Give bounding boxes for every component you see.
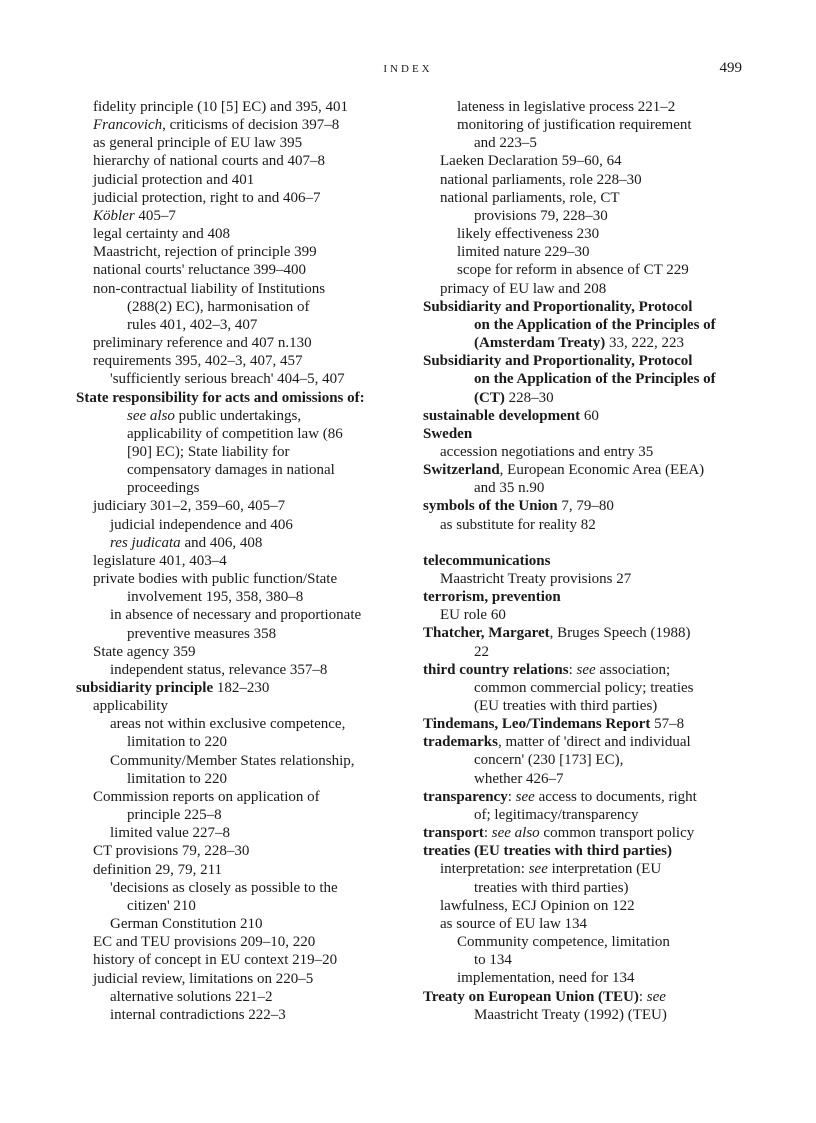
index-line: preliminary reference and 407 n.130	[93, 335, 312, 352]
index-line: national parliaments, role, CT	[440, 189, 620, 206]
index-line: symbols of the Union 7, 79–80	[423, 498, 614, 515]
index-line: likely effectiveness 230	[457, 226, 600, 243]
index-line: on the Application of the Principles of	[474, 316, 716, 333]
index-line: Switzerland, European Economic Area (EEA)	[423, 462, 705, 479]
index-line: limitation to 220	[127, 770, 227, 787]
index-line: Francovich, criticisms of decision 397–8	[93, 117, 340, 134]
index-line: proceedings	[127, 480, 200, 497]
index-line: res judicata and 406, 408	[110, 534, 263, 551]
index-line: Laeken Declaration 59–60, 64	[440, 153, 622, 170]
page-number: 499	[719, 60, 742, 76]
index-line: monitoring of justification requirement	[457, 117, 692, 134]
index-line: State agency 359	[93, 643, 196, 660]
index-line: judicial protection and 401	[93, 171, 255, 188]
index-line: primacy of EU law and 208	[440, 280, 607, 297]
section-gap	[423, 534, 753, 552]
index-line: limitation to 220	[127, 734, 227, 751]
index-line: judiciary 301–2, 359–60, 405–7	[93, 498, 286, 515]
index-line: trademarks, matter of 'direct and individual	[423, 734, 691, 751]
index-line: legal certainty and 408	[93, 226, 231, 243]
index-line: judicial protection, right to and 406–7	[93, 189, 321, 206]
index-line: as source of EU law 134	[440, 915, 588, 932]
index-line: judicial independence and 406	[110, 516, 293, 533]
index-line: rules 401, 402–3, 407	[127, 316, 258, 333]
index-line: lawfulness, ECJ Opinion on 122	[440, 897, 635, 914]
index-line: alternative solutions 221–2	[110, 988, 273, 1005]
index-line: and 223–5	[474, 135, 537, 152]
index-line: involvement 195, 358, 380–8	[127, 589, 304, 606]
index-line: as general principle of EU law 395	[93, 135, 303, 152]
index-line: Community/Member States relationship,	[110, 752, 355, 769]
index-line: Subsidiarity and Proportionality, Protocol	[423, 298, 693, 315]
index-line: applicability	[93, 698, 168, 715]
index-line: of; legitimacy/transparency	[474, 806, 639, 823]
index-line: limited nature 229–30	[457, 244, 590, 261]
index-line: Commission reports on application of	[93, 788, 320, 805]
index-line: lateness in legislative process 221–2	[457, 99, 676, 115]
index-line: transport: see also common transport policy	[423, 825, 695, 842]
index-line: concern' (230 [173] EC),	[474, 752, 624, 769]
index-line: interpretation: see interpretation (EU	[440, 861, 662, 878]
index-line: treaties (EU treaties with third parties)	[423, 843, 672, 860]
index-line: national parliaments, role 228–30	[440, 171, 642, 188]
index-line: principle 225–8	[127, 807, 222, 824]
index-line: transparency: see access to documents, right	[423, 788, 697, 805]
index-line: scope for reform in absence of CT 229	[457, 262, 689, 279]
index-line: and 35 n.90	[474, 480, 545, 497]
index-line: legislature 401, 403–4	[93, 552, 227, 569]
index-line: State responsibility for acts and omissions of:	[76, 389, 365, 406]
index-line: 'sufficiently serious breach' 404–5, 407	[110, 371, 345, 388]
index-line: hierarchy of national courts and 407–8	[93, 153, 326, 170]
index-line: Maastricht Treaty (1992) (TEU)	[474, 1006, 667, 1023]
index-line: Maastricht, rejection of principle 399	[93, 244, 317, 261]
index-line: limited value 227–8	[110, 825, 230, 842]
index-line: common commercial policy; treaties	[474, 679, 694, 696]
index-line: EC and TEU provisions 209–10, 220	[93, 934, 316, 951]
index-line: (Amsterdam Treaty) 33, 222, 223	[474, 335, 684, 352]
index-line: definition 29, 79, 211	[93, 861, 223, 878]
index-line: to 134	[474, 952, 512, 969]
index-line: in absence of necessary and proportionate	[110, 607, 362, 624]
index-line: (EU treaties with third parties)	[474, 698, 658, 714]
index-line: whether 426–7	[474, 770, 564, 787]
index-line: on the Application of the Principles of	[474, 371, 716, 388]
index-column-right	[423, 98, 753, 1024]
index-line: see also public undertakings,	[127, 407, 302, 424]
index-line: Maastricht Treaty provisions 27	[440, 570, 632, 587]
index-line: sustainable development 60	[423, 407, 599, 424]
index-line: 22	[474, 643, 489, 660]
index-column-left	[76, 98, 406, 1024]
index-line: terrorism, prevention	[423, 589, 561, 606]
index-line: applicability of competition law (86	[127, 425, 343, 442]
index-line: fidelity principle (10 [5] EC) and 395, 401	[93, 99, 348, 115]
index-line: Thatcher, Margaret, Bruges Speech (1988)	[423, 625, 691, 642]
index-line: (288(2) EC), harmonisation of	[127, 298, 310, 315]
index-line: national courts' reluctance 399–400	[93, 262, 307, 279]
index-line: compensatory damages in national	[127, 462, 335, 479]
index-line: provisions 79, 228–30	[474, 207, 608, 224]
index-line: German Constitution 210	[110, 916, 263, 933]
index-line: citizen' 210	[127, 897, 196, 914]
index-line: accession negotiations and entry 35	[440, 443, 654, 460]
index-line: CT provisions 79, 228–30	[93, 843, 250, 860]
index-line: Subsidiarity and Proportionality, Protocol	[423, 353, 693, 370]
index-line: Tindemans, Leo/Tindemans Report 57–8	[423, 716, 685, 733]
index-line: telecommunications	[423, 552, 551, 569]
index-line: preventive measures 358	[127, 625, 277, 642]
index-line: as substitute for reality 82	[440, 516, 596, 533]
running-header-title: INDEX	[383, 63, 433, 75]
index-line: treaties with third parties)	[474, 879, 629, 896]
index-line: 'decisions as closely as possible to the	[110, 879, 338, 896]
index-line: history of concept in EU context 219–20	[93, 952, 338, 969]
index-line: third country relations: see association;	[423, 661, 671, 678]
index-line: non-contractual liability of Institutions	[93, 280, 326, 297]
index-line: independent status, relevance 357–8	[110, 661, 328, 678]
index-line: Sweden	[423, 425, 473, 442]
index-line: requirements 395, 402–3, 407, 457	[93, 353, 303, 370]
index-line: [90] EC); State liability for	[127, 443, 290, 460]
index-line: subsidiarity principle 182–230	[76, 680, 270, 696]
index-line: implementation, need for 134	[457, 970, 635, 987]
index-line: areas not within exclusive competence,	[110, 716, 346, 733]
index-line: private bodies with public function/State	[93, 571, 338, 588]
index-line: Köbler 405–7	[93, 207, 176, 224]
index-line: Treaty on European Union (TEU): see	[423, 988, 666, 1005]
index-line: internal contradictions 222–3	[110, 1006, 286, 1023]
index-line: EU role 60	[440, 607, 506, 624]
index-line: Community competence, limitation	[457, 934, 670, 951]
index-line: judicial review, limitations on 220–5	[93, 970, 314, 987]
index-line: (CT) 228–30	[474, 389, 554, 406]
